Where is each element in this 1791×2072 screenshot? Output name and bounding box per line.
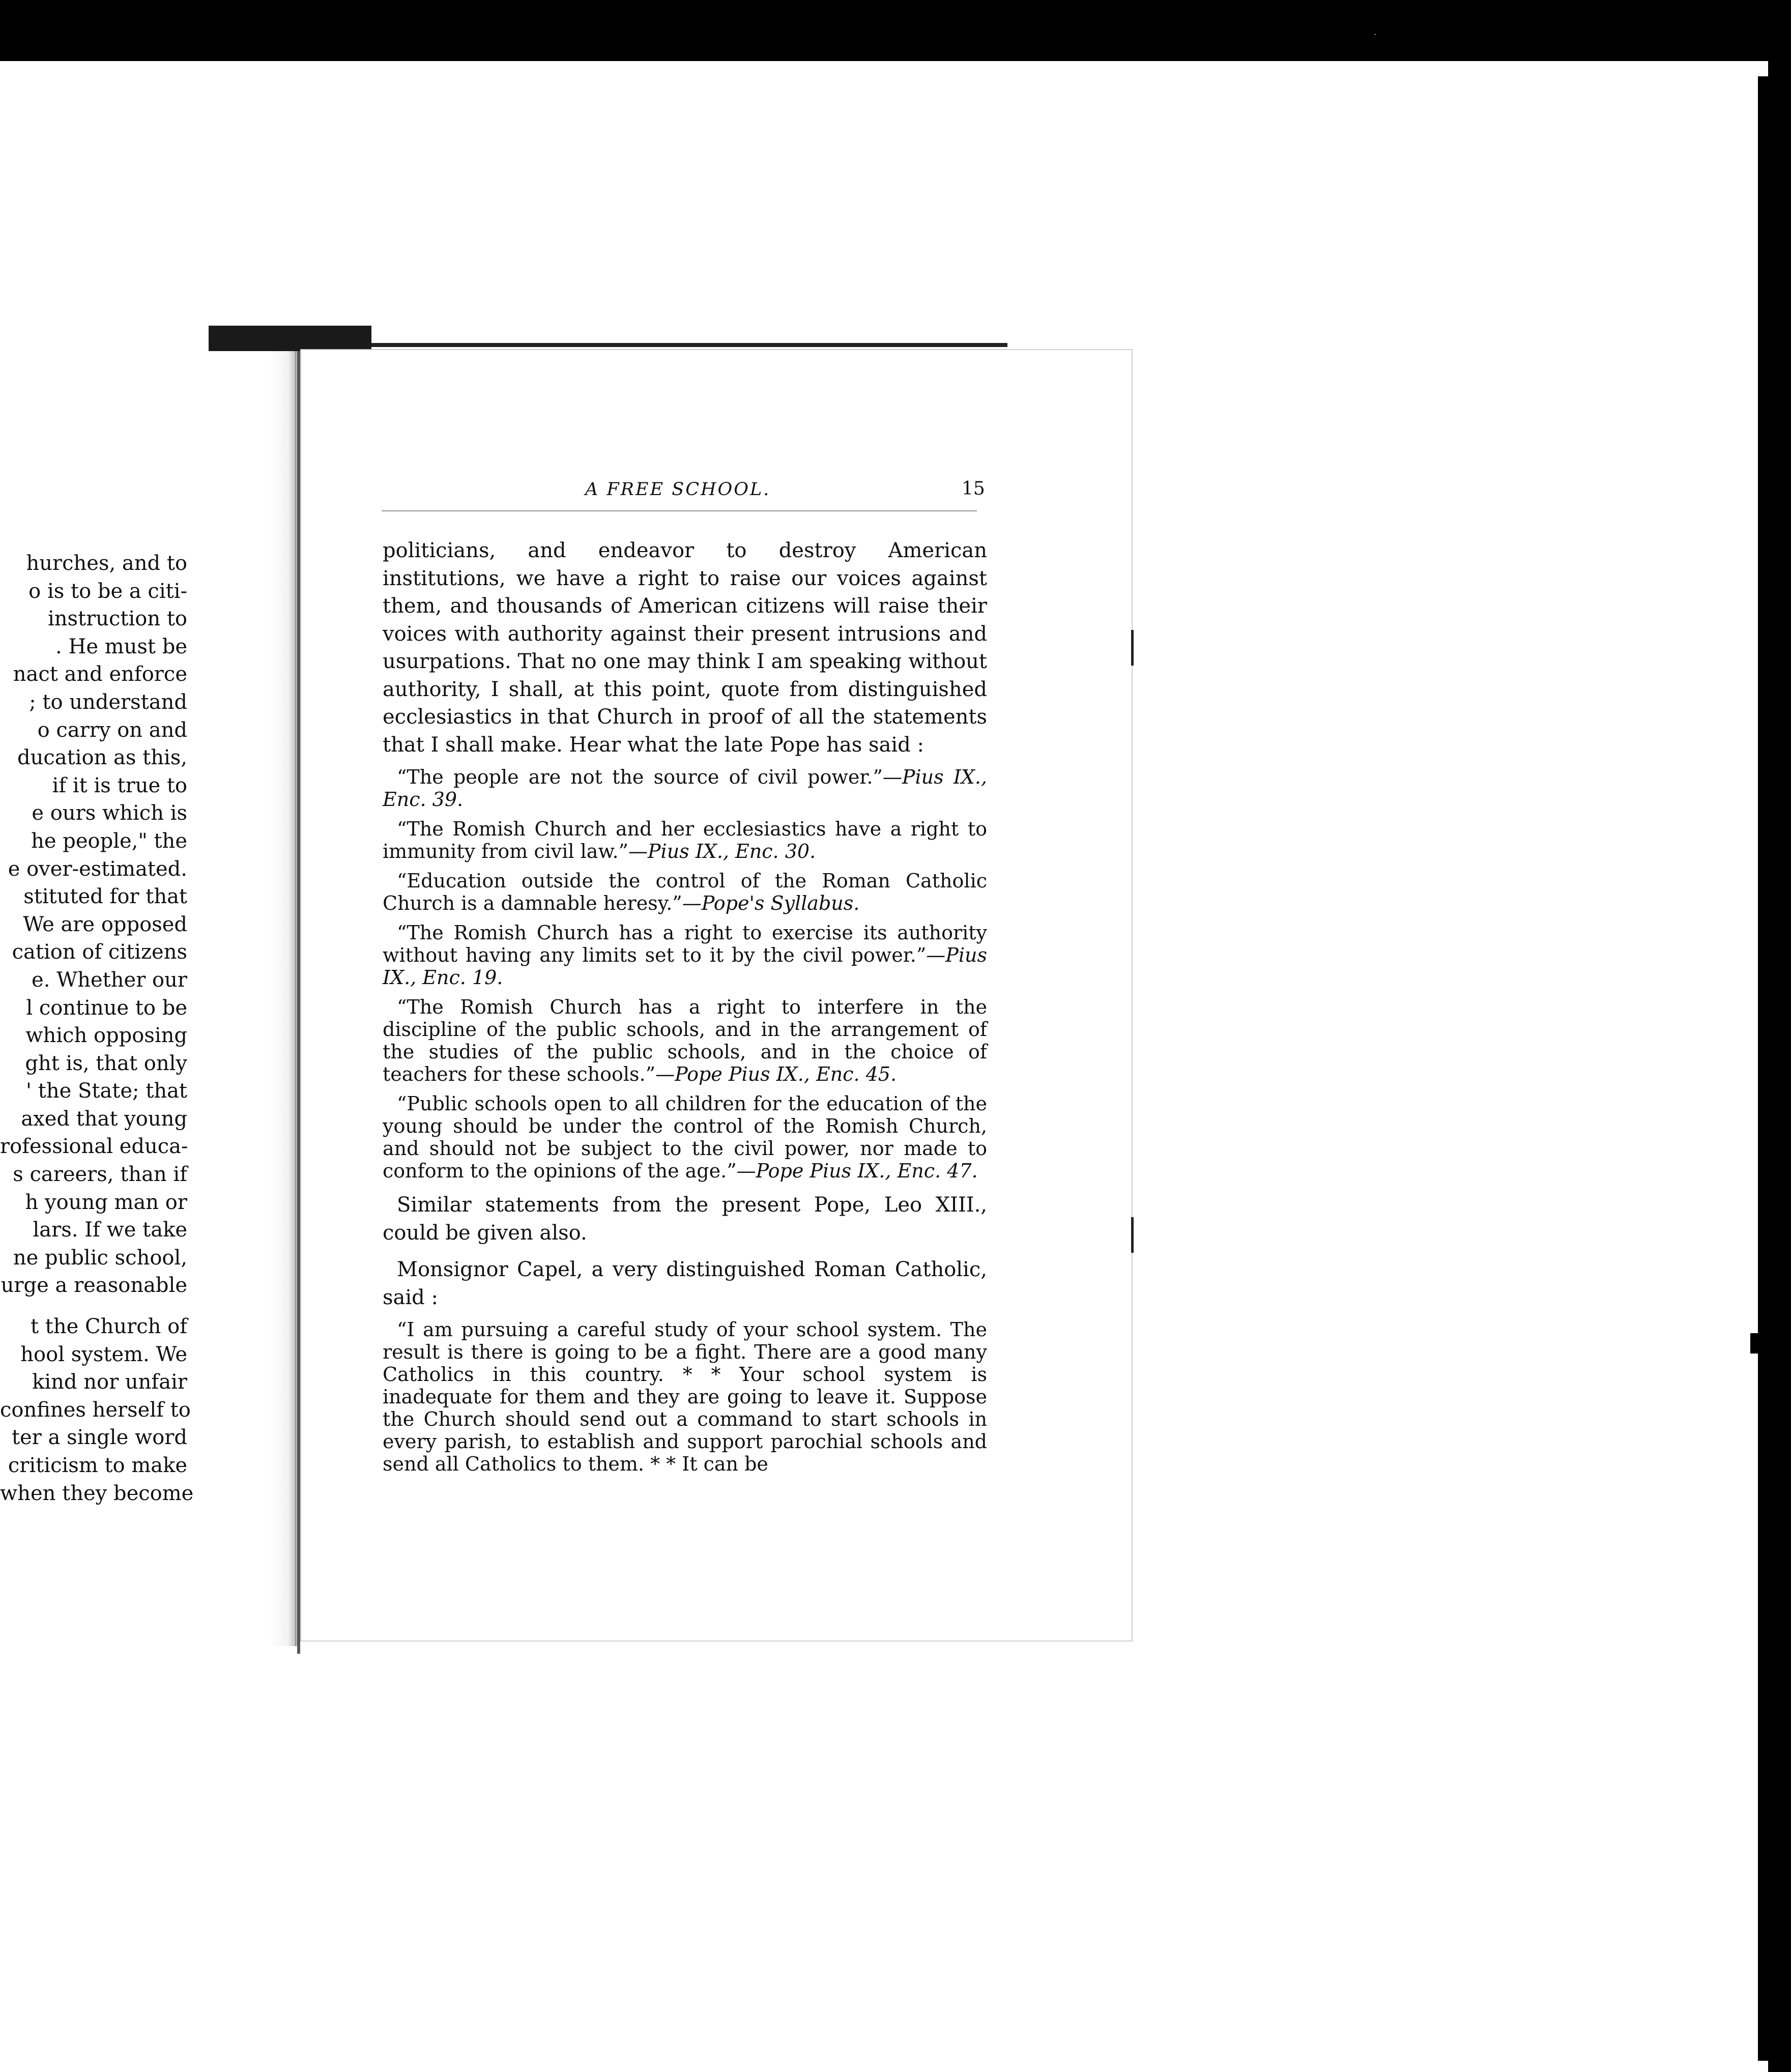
left-line: o is to be a citi- [28,579,187,603]
left-line: s careers, than if [13,1163,187,1187]
left-line: e. Whether our [32,968,187,992]
booklet-edge-line [371,343,1007,347]
quote-text: “The Romish Church has a right to interfere in the discipline of the public schools, and in the arrangement of the studies of the public schools, and in the choice of teachers for these schools.” [383,996,987,1085]
left-line: t the Church of [30,1315,187,1339]
quote-citation: —Pope Pius IX., Enc. 47. [736,1160,978,1182]
left-line: l continue to be [26,996,187,1020]
quote-pius-45 [383,996,987,1085]
left-line: when they become [0,1481,194,1505]
quote-citation: —Pius IX., Enc. 39. [383,766,988,811]
quote-text: “The people are not the source of civil power.” [397,766,883,788]
body-paragraph: Monsignor Capel, a very distinguished Roman Catholic, said : [383,1258,987,1309]
left-line: criticism to make [8,1454,187,1477]
scan-mark [1131,1217,1134,1253]
left-line: We are opposed [23,912,187,936]
booklet-top-edge [209,326,1007,351]
quote-citation: —Pope's Syllabus. [682,892,860,914]
running-head: A FREE SCHOOL. [585,479,771,500]
left-line: h young man or [25,1190,187,1214]
left-line: which opposing [25,1024,187,1048]
left-line: if it is true to [52,773,187,797]
page-number: 15 [962,478,985,499]
quote-pius-47 [383,1092,987,1182]
left-line: instruction to [47,607,187,631]
left-line: rofessional educa- [0,1135,188,1159]
quote-capel: “I am pursuing a careful study of your school system. The result is there is going to be a fight. There are a good many Catholics in this country. * * Your school system is inadequate for them and they are going to leave it. Suppose the Church should send out a command to start schools in every parish, to establish and support parochial schools and send all Catholics to them. * * It can be [383,1318,987,1475]
body-paragraph: Similar statements from the present Pope, Leo XIII., could be given also. [383,1193,987,1245]
left-line: ducation as this, [17,746,187,770]
left-line: . He must be [55,635,187,658]
left-line: e ours which is [32,801,187,825]
left-page-text [0,550,194,1507]
spine-shadow [270,351,300,1646]
scan-edge-mark: · [1374,30,1377,40]
left-line: e over-estimated. [8,857,187,881]
left-line: ne public school, [13,1246,187,1270]
left-line: hool system. We [20,1342,187,1366]
scan-mark [1131,630,1134,666]
quote-citation: —Pius IX., Enc. 30. [628,840,816,862]
left-line: ' the State; that [26,1079,187,1103]
quote-citation: —Pope Pius IX., Enc. 45. [655,1063,897,1085]
left-line: nact and enforce [13,663,187,686]
left-line: lars. If we take [33,1218,187,1242]
header-rule [382,510,977,511]
scan-border-right [1768,51,1791,2072]
left-line: ter a single word [11,1426,187,1450]
scan-border-right-inner [1758,76,1768,2061]
body-paragraph: politicians, and endeavor to destroy American institutions, we have a right to raise our voices against them, and thousands of American citizens will raise their voices with authority against their present intrusions and usurpations. That no one may think I am speaking without authority, I shall, at this point, quote from distinguished ecclesiastics in that Church in proof of all the statements that I shall make. Hear what the late Pope has said : [383,539,987,757]
quote-text: “The Romish Church and her ecclesiastics have a right to immunity from civil law.” [383,818,987,862]
quote-pius-19 [383,922,987,989]
right-page-text [383,537,987,1475]
left-line: ght is, that only [25,1051,187,1075]
quote-syllabus [383,870,987,914]
quote-citation: —Pius IX., Enc. 19. [383,944,987,989]
booklet-tab [209,326,371,351]
left-line: o carry on and [37,718,187,742]
left-line: he people," the [31,829,187,853]
left-line: hurches, and to [26,552,187,575]
left-line: cation of citizens [12,940,187,964]
left-line: ; to understand [29,690,187,714]
spine-line [297,351,300,1654]
quote-text: “Public schools open to all children for the education of the young should be under the control of the Romish Church, and should not be subject to the civil power, nor made to conform to the opinions of the age.” [383,1092,987,1182]
quote-text: “Education outside the control of the Roman Catholic Church is a damnable heresy.” [383,870,987,914]
left-line: kind nor unfair [32,1370,187,1394]
scan-border-top [0,0,1791,61]
scan-mark [1750,1333,1761,1354]
left-line: axed that young [21,1107,187,1131]
left-line: urge a reasonable [1,1274,187,1298]
left-line: confines herself to [0,1398,191,1422]
quote-pius-39 [383,766,987,811]
quote-text: “The Romish Church has a right to exercise its authority without having any limits set to it by the civil power.” [383,922,987,966]
left-line: stituted for that [23,885,187,909]
quote-pius-30 [383,818,987,862]
